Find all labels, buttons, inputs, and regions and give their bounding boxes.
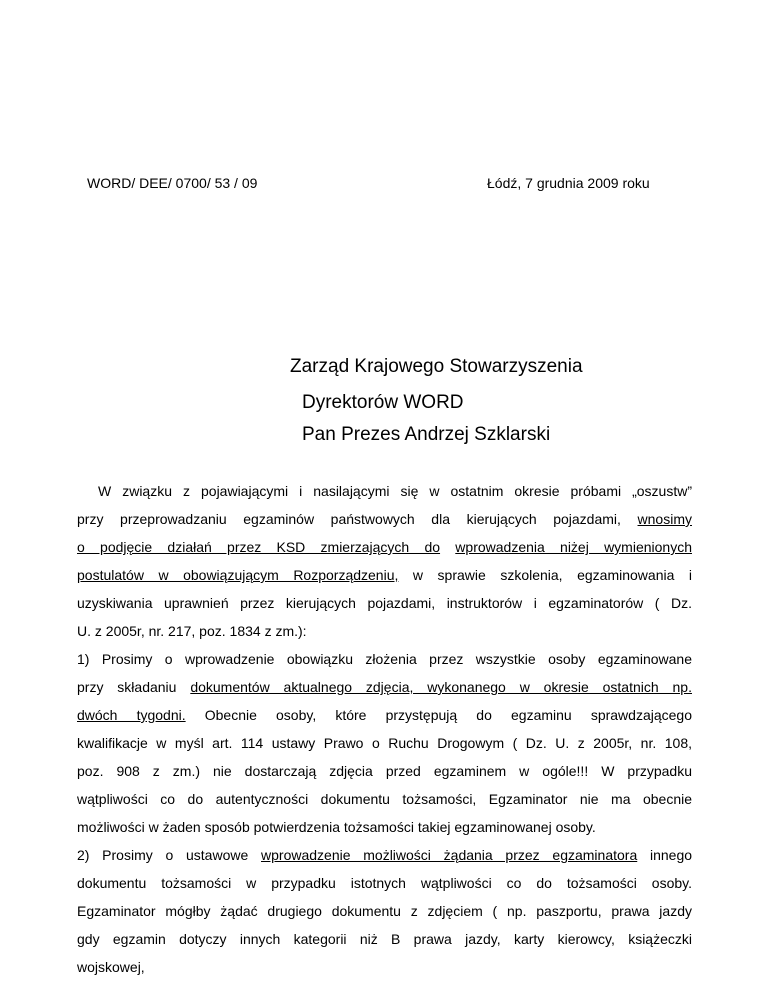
- body-text: w sprawie szkolenia, egzaminowania i: [412, 567, 693, 583]
- body-line-11: poz. 908 z zm.) nie dostarczają zdjęcia przed egzaminem w ogóle!!! W przypadku: [77, 763, 692, 779]
- addressee-line-3: Pan Prezes Andrzej Szklarski: [302, 424, 551, 445]
- body-text: przy przeprowadzaniu egzaminów państwowych dla kierujących pojazdami,: [77, 511, 621, 527]
- body-line-13: możliwości w żaden sposób potwierdzenia tożsamości takiej egzaminowanej osoby.: [77, 819, 596, 835]
- body-line-9: [77, 707, 692, 723]
- underlined-text: dwóch tygodni.: [77, 707, 186, 723]
- underlined-text: wprowadzenia niżej wymienionych: [455, 539, 692, 555]
- body-line-7: 1) Prosimy o wprowadzenie obowiązku złożenia przez wszystkie osoby egzaminowane: [77, 651, 692, 667]
- body-line-10: kwalifikacje w myśl art. 114 ustawy Prawo o Ruchu Drogowym ( Dz. U. z 2005r, nr. 108,: [77, 735, 692, 751]
- underlined-text: wnosimy: [637, 511, 692, 527]
- reference-number: WORD/ DEE/ 0700/ 53 / 09: [87, 175, 258, 191]
- body-line-15: dokumentu tożsamości w przypadku istotnych wątpliwości co do tożsamości osoby.: [77, 875, 692, 891]
- body-line-18: wojskowej,: [77, 959, 145, 975]
- body-text: przy składaniu: [77, 679, 177, 695]
- body-line-3: [77, 539, 692, 555]
- body-text: Obecnie osoby, które przystępują do egzaminu sprawdzającego: [204, 707, 692, 723]
- body-line-6: U. z 2005r, nr. 217, poz. 1834 z zm.):: [77, 623, 307, 639]
- body-text: innego: [649, 847, 693, 863]
- body-line-2: [77, 511, 692, 527]
- body-line-4: [77, 567, 692, 583]
- underlined-text: o podjęcie działań przez KSD zmierzających do: [77, 539, 441, 555]
- body-line-14: [77, 847, 692, 863]
- body-line-5: uzyskiwania uprawnień przez kierujących pojazdami, instruktorów i egzaminatorów ( Dz.: [77, 595, 692, 611]
- body-line-16: Egzaminator mógłby żądać drugiego dokumentu z zdjęciem ( np. paszportu, prawa jazdy: [77, 903, 692, 919]
- body-line-17: gdy egzamin dotyczy innych kategorii niż B prawa jazdy, karty kierowcy, książeczki: [77, 931, 692, 947]
- addressee-line-1: Zarząd Krajowego Stowarzyszenia: [290, 356, 583, 377]
- body-text: 2) Prosimy o ustawowe: [77, 847, 249, 863]
- underlined-text: postulatów w obowiązującym Rozporządzeniu,: [77, 567, 399, 583]
- underlined-text: dokumentów aktualnego zdjęcia, wykonanego w okresie ostatnich np.: [190, 679, 692, 695]
- body-line-12: wątpliwości co do autentyczności dokumentu tożsamości, Egzaminator nie ma obecnie: [77, 791, 692, 807]
- body-line-8: [77, 679, 692, 695]
- underlined-text: wprowadzenie możliwości żądania przez egzaminatora: [261, 847, 638, 863]
- addressee-line-2: Dyrektorów WORD: [302, 392, 464, 413]
- body-line-1: W związku z pojawiającymi i nasilającymi się w ostatnim okresie próbami „oszustw”: [98, 483, 692, 499]
- place-and-date: Łódź, 7 grudnia 2009 roku: [487, 175, 650, 191]
